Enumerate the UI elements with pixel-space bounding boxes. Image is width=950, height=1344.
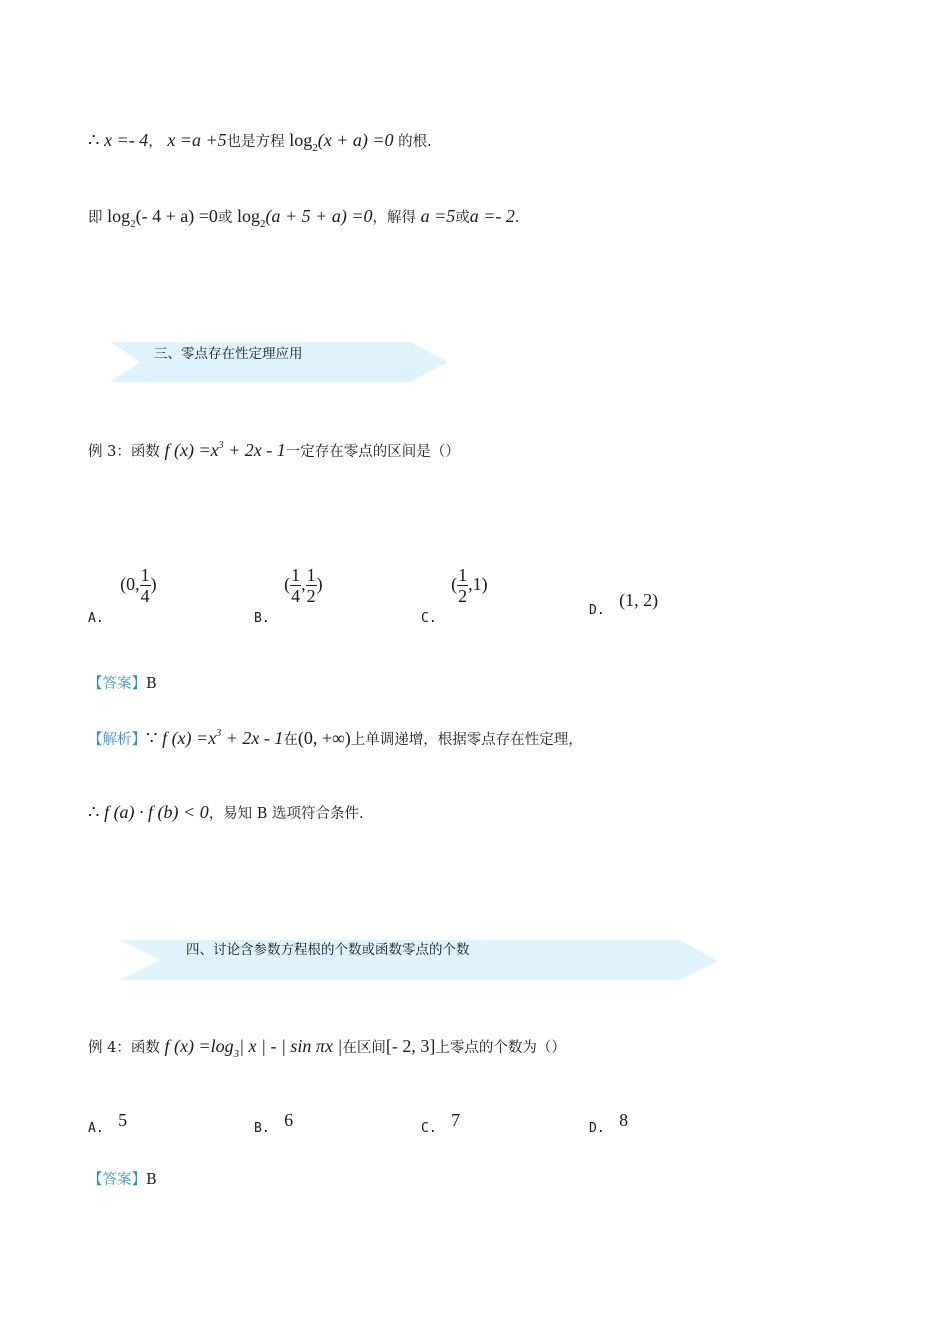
section-banner-4 — [120, 940, 718, 980]
section-title: 四、讨论含参数方程根的个数或函数零点的个数 — [186, 942, 470, 958]
option-d[interactable]: D. 8 — [589, 1110, 629, 1136]
log-equation-2: $\log_2(a + 5 + a) =0$ — [237, 206, 373, 230]
log-equation: $\log_2(x + a) =0$ — [289, 130, 394, 154]
option-c[interactable]: C. ( $\frac{1}{2}$ ,1) — [421, 565, 488, 626]
solution-line-2: 即 $\log_2(-$ 4 + a) =0或 $\log_2(a + 5 + a) =0$，解得 a =5或a =- 2. — [88, 206, 520, 230]
option-b[interactable]: B. ( $\frac{1}{4}$ , $\frac{1}{2}$ ) — [254, 565, 323, 626]
analysis-line-2: ∴ f (a) · f (b) < 0，易知 B 选项符合条件. — [88, 802, 364, 822]
option-a[interactable]: A. (0, $\frac{1}{4}$ ) — [88, 565, 157, 626]
option-b[interactable]: B. 6 — [254, 1110, 294, 1136]
log-equation-1: $\log_2(-$ 4 + a) =0 — [107, 206, 218, 230]
example-4-question: 例 4：函数 f $(x) =\log_3|$ x | - | sin πx |在区间[- 2, 3]上零点的个数为（） — [88, 1036, 566, 1060]
section-title: 三、零点存在性定理应用 — [154, 346, 303, 362]
answer-line: 【答案】B — [88, 1172, 157, 1188]
answer-line: 【答案】B — [88, 676, 157, 692]
option-a[interactable]: A. 5 — [88, 1110, 128, 1136]
function-expression: f $(x) =x^3 + 2x - 1$ — [164, 440, 286, 460]
analysis-line-1: 【解析】∵ f $(x) =x^3 + 2x - 1$在(0, +∞)上单调递增，根据零点存在性定理， — [88, 728, 583, 748]
option-c[interactable]: C. 7 — [421, 1110, 461, 1136]
solution-line-1: ∴ x =- 4， x =a +5也是方程 $\log_2(x + a) =0$ 的根. — [88, 130, 432, 154]
option-d[interactable]: D. (1, 2) — [589, 590, 659, 618]
function-expression: f $(x) =\log_3|$ x | - | sin πx | — [164, 1036, 343, 1060]
example-3-question: 例 3：函数 f $(x) =x^3 + 2x - 1$一定存在零点的区间是（） — [88, 440, 460, 460]
section-banner-3 — [110, 342, 448, 382]
